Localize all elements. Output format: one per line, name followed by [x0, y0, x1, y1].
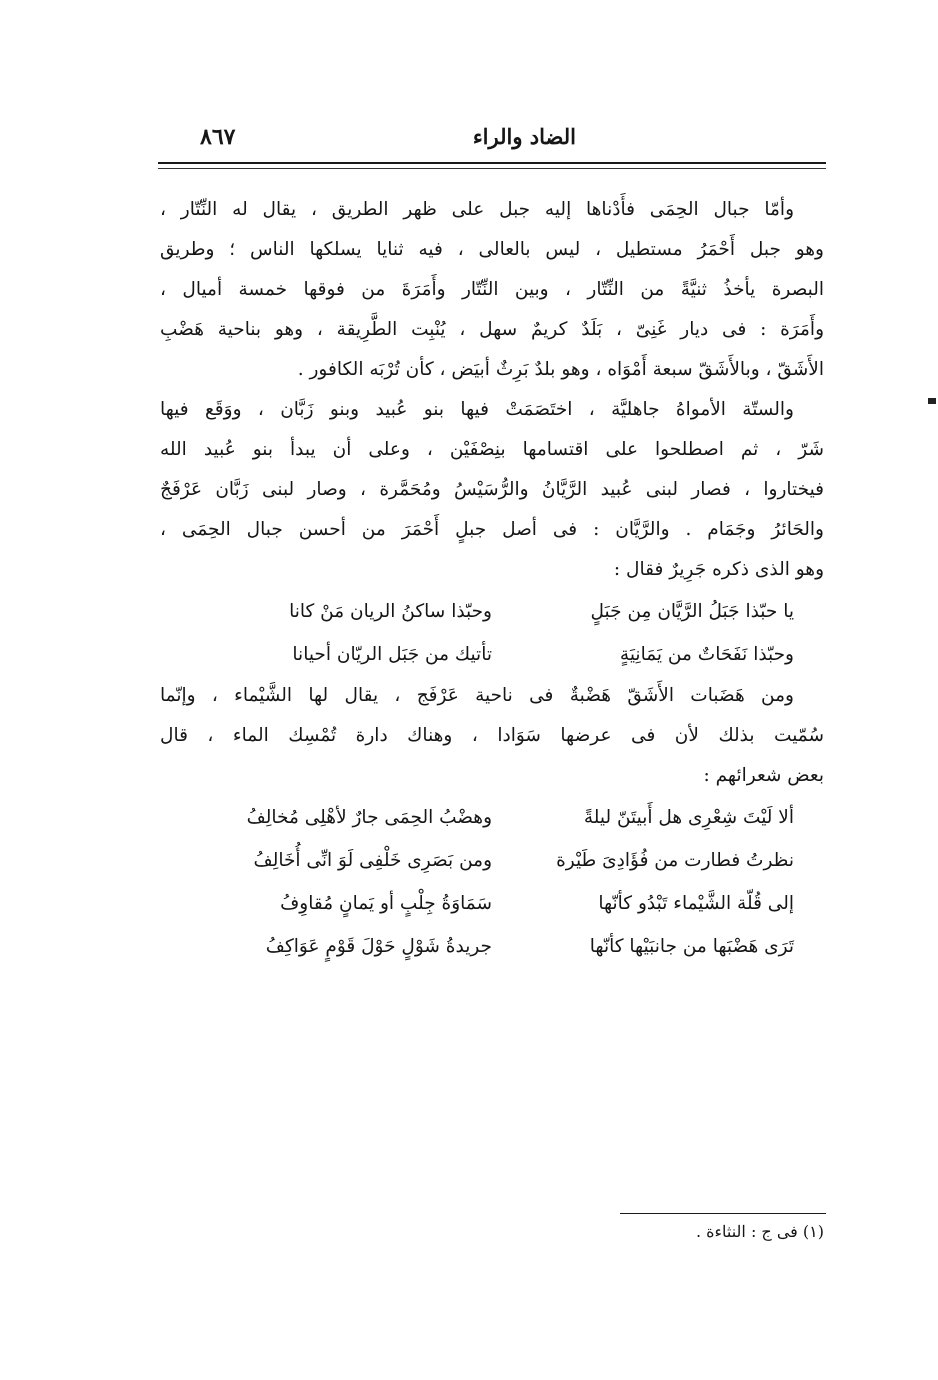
verse-line — [160, 839, 824, 882]
verse-second-hemistich: ومن بَصَرِى خَلْفِى لَوَ انِّى أُخَالِفُ — [253, 850, 492, 871]
footnote-rule — [620, 1213, 826, 1214]
verse-second-hemistich: جريدةُ شَوْلٍ حَوْلَ قَوْمٍ عَوَاكِفُ — [265, 936, 492, 957]
paragraph-1-line: وهو جبل أَحْمَرُ مستطيل ، ليس بالعالى ، فيه ثنايا يسلكها الناس ؛ وطريق — [160, 239, 824, 260]
verse-first-hemistich: إلى قُلّة الشَّيْماء تَبْدُو كأنّها — [598, 893, 794, 914]
verse-second-hemistich: سَمَاوَةُ جِلْبٍ أو يَمانٍ مُقاوِفُ — [280, 893, 492, 914]
verse-first-hemistich: ألا لَيْتَ شِعْرِى هل أَبيتَنّ ليلةً — [583, 807, 794, 828]
paragraph-2-line: والحَائرُ وجَمَام . والرَّيَّان : فى أصل جبلٍ أَحْمَرَ من أحسن جبال الحِمَى ، — [160, 519, 824, 540]
paragraph-2-line: وهو الذى ذكره جَرِيرٌ فقال : — [613, 559, 824, 580]
verse-first-hemistich: وحبّذا نَفَحَاتٌ من يَمَانِيَةٍ — [619, 644, 794, 665]
main-text — [160, 190, 824, 968]
verse-first-hemistich: يا حبّذا جَبَلُ الرَّيَّان مِن جَبَلٍ — [590, 601, 794, 622]
paragraph-1-line: وأَمَرَة : فى ديار غَنِىّ ، بَلَدٌ كريمٌ سهل ، يُنْبِت الطَّرِيقة ، وهو بناحية هَضْبِ — [160, 319, 824, 340]
running-title: الضاد والراء — [472, 124, 576, 149]
verse-line — [160, 925, 824, 968]
verse-line — [160, 590, 824, 633]
paragraph-3-line: ومن هَضَبات الأَشَقّ هَضْبةٌ فى ناحية عَرْفَج ، يقال لها الشَّيْماء ، وإنّما — [160, 685, 794, 706]
margin-mark — [928, 398, 936, 404]
verse-first-hemistich: نظرتُ فطارت من فُؤَادِىَ طَيْرة — [556, 850, 794, 871]
footnote: (١) فى ج : النثاءة . — [695, 1222, 824, 1241]
header-rule-thick — [158, 162, 826, 164]
verse-second-hemistich: تأتيك من جَبَل الريّان أحيانا — [292, 644, 492, 665]
page-number: ٨٦٧ — [200, 124, 236, 150]
verse-line — [160, 882, 824, 925]
verse-line — [160, 796, 824, 839]
paragraph-2-line: فيختاروا ، فصار لبنى عُبيد الرَّيَّانُ والرُّسَيْسُ ومُحَمَّرة ، وصار لبنى زَبَّان عَرْفَجٌ — [160, 479, 824, 500]
paragraph-2-line: شَرّ ، ثم اصطلحوا على اقتسامها بنِصْفَيْن ، وعلى أن يبدأ بنو عُبيد الله — [160, 439, 824, 460]
verse-first-hemistich: تَرَى هَضْبَها من جانبَيْها كأنّها — [589, 936, 794, 957]
verse-line — [160, 633, 824, 676]
paragraph-1-line: الأَشَقّ ، وبالأَشَقّ سبعة أَمْوَاه ، وهو بلدٌ بَرِثٌ أبيَض ، كأن تُرْبَه الكافور . — [297, 359, 824, 380]
page-header — [158, 118, 826, 162]
paragraph-2-line: والستّة الأمواهُ جاهليَّة ، اختَصَمَتْ فيها بنو عُبيد وبنو زَبَّان ، ووَقَع فيها — [160, 399, 794, 420]
paragraph-1-line: وأمّا جبال الحِمَى فأَدْناها إليه جبل على ظهر الطريق ، يقال له النِّتّار ، — [160, 199, 794, 220]
paragraph-3-line: بعض شعرائهم : — [703, 765, 824, 786]
paragraph-3-line: سُمّيت بذلك لأن فى عرضها سَوَادا ، وهناك دارة تُمْسِك الماء ، قال — [160, 725, 824, 746]
header-rule-thin — [158, 168, 826, 169]
verse-second-hemistich: وحبّذا ساكنُ الريان مَنْ كانا — [289, 601, 492, 622]
paragraph-1-line: البصرة يأخذُ ثنيَّةً من النِّتّار ، وبين النِّتّار وأَمَرَةَ من فوقها خمسة أميال ، — [160, 279, 824, 300]
verse-second-hemistich: وهضْبُ الحِمَى جارٌ لأهْلِى مُخالِفُ — [246, 807, 492, 828]
